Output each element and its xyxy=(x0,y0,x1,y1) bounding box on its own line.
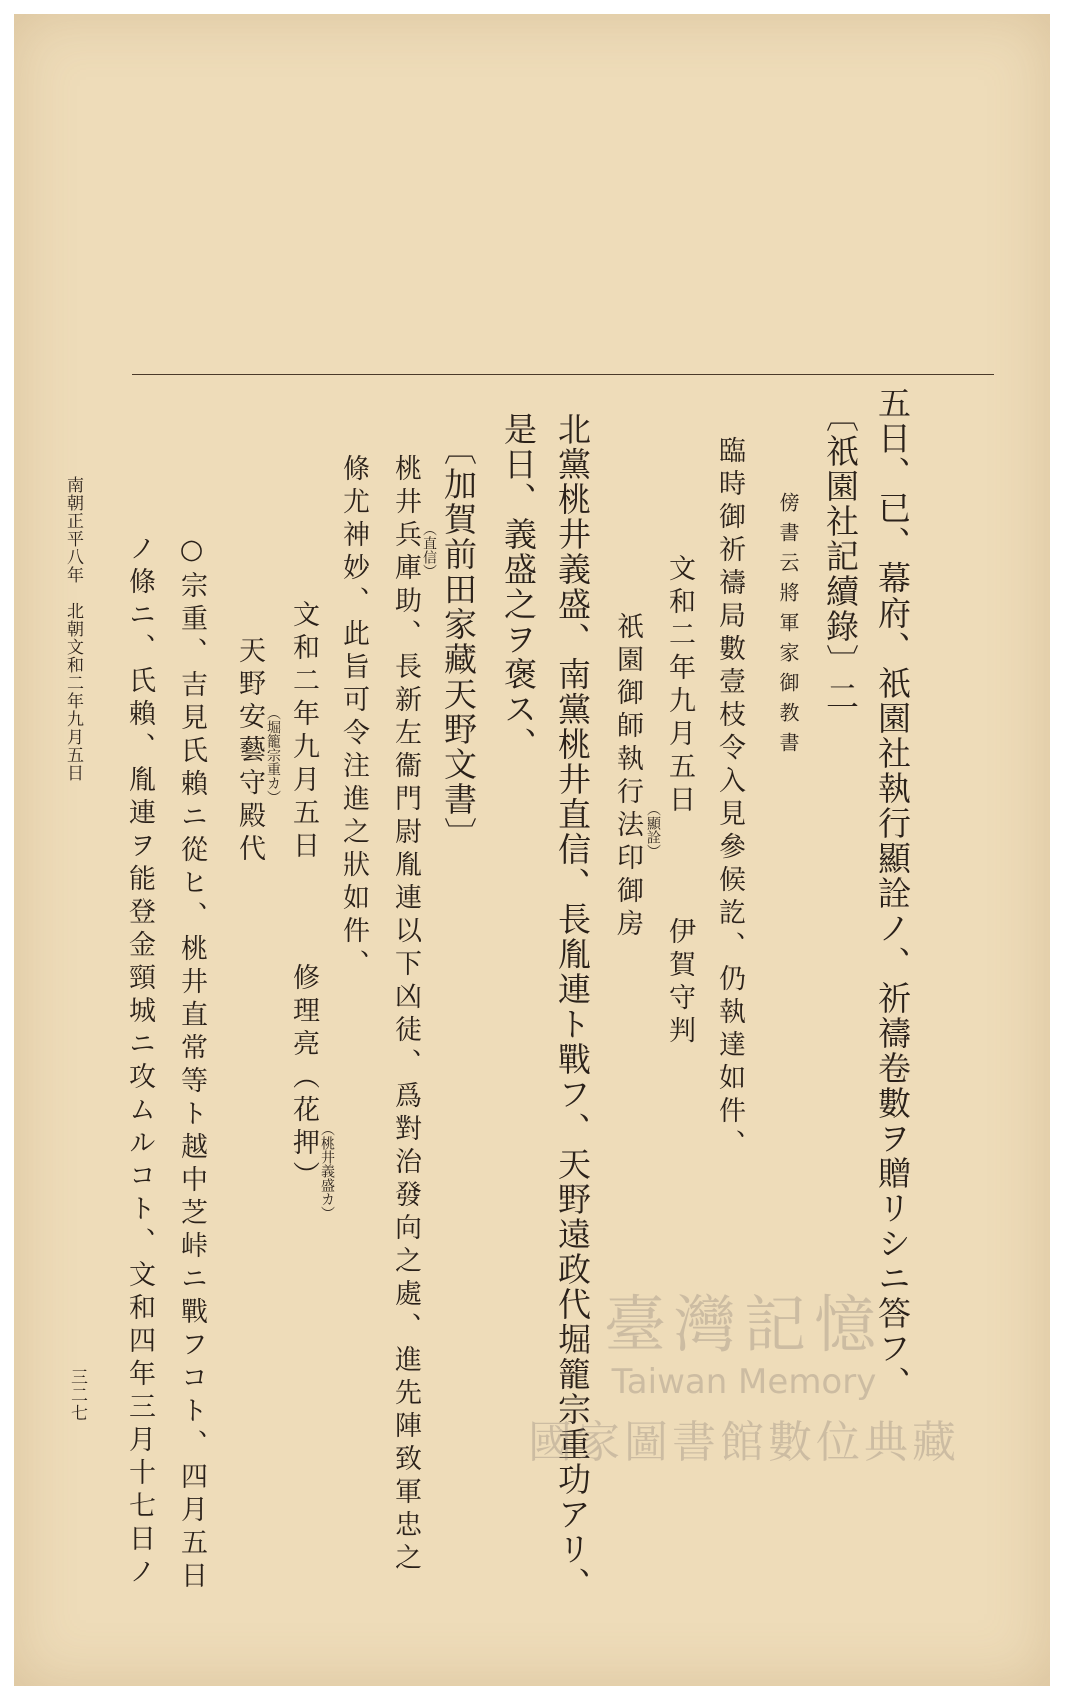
page-number: 三二七 xyxy=(67,1368,87,1422)
text-column-15: ノ條ニ、氏賴、胤連ヲ能登金頸城ニ攻ムルコト、文和四年三月十七日ノ xyxy=(124,534,155,1590)
running-header: 南朝正平八年 北朝文和二年九月五日 xyxy=(63,476,83,782)
text-column-13: 天野安藝守殿代 xyxy=(234,636,265,867)
note-3: （桃井義盛カ） xyxy=(319,1122,335,1220)
text-column-5: 文和二年九月五日 伊賀守判 xyxy=(664,554,695,1049)
header-rule xyxy=(132,374,994,375)
text-column-10: 桃井兵庫助、長新左衞門尉胤連以下凶徒、爲對治發向之處、進先陣致軍忠之 xyxy=(390,454,421,1576)
text-column-1: 五日、已、幕府、祇園社執行顯詮ノ、祈禱卷數ヲ贈リシニ答フ、 xyxy=(873,386,912,1401)
text-column-3: 傍書云將軍家御教書 xyxy=(776,492,800,762)
watermark-english: Taiwan Memory xyxy=(611,1362,877,1402)
text-column-9: 〔加賀前田家藏天野文書〕 xyxy=(439,432,478,852)
text-column-8: 是日、義盛之ヲ褒ス、 xyxy=(499,412,538,762)
note-2: （直信） xyxy=(421,522,437,578)
note-4: （堀籠宗重カ） xyxy=(265,706,281,804)
text-column-14: ○宗重、吉見氏賴ニ從ヒ、桃井直常等ト越中芝峠ニ戰フコト、四月五日 xyxy=(176,534,207,1594)
watermark xyxy=(464,1288,1024,1470)
text-column-4: 臨時御祈禱局數壹枝令入見參候訖、仍執達如件、 xyxy=(714,436,745,1162)
book-page xyxy=(14,14,1050,1686)
text-column-6: 祇園御師執行法印御房 xyxy=(612,612,643,942)
text-column-7: 北黨桃井義盛、南黨桃井直信、長胤連ト戰フ、天野遠政代堀籠宗重功アリ、 xyxy=(553,412,592,1602)
text-column-12: 文和二年九月五日 修理亮（花押） xyxy=(288,600,319,1194)
text-column-11: 條尤神妙、此旨可令注進之狀如件、 xyxy=(338,454,369,982)
watermark-library: 國家圖書館數位典藏 xyxy=(528,1417,960,1468)
watermark-title: 臺灣記憶 xyxy=(603,1288,884,1361)
note-1: （顯詮） xyxy=(645,802,661,858)
text-column-2: 〔祇園社記續錄〕二 xyxy=(821,399,860,714)
